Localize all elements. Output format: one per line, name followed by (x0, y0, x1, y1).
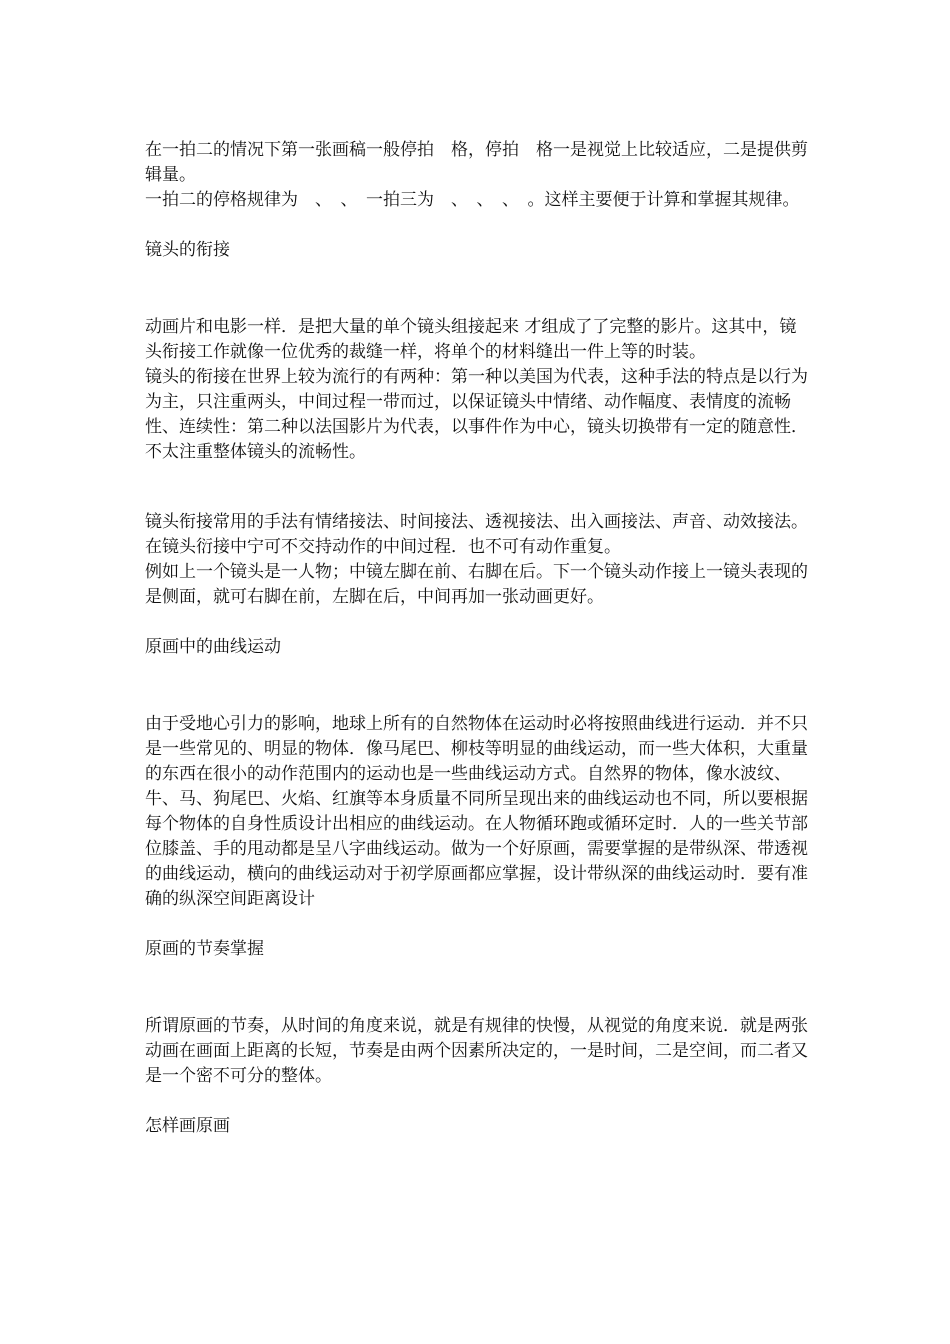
paragraph-rhythm-1: 所谓原画的节奏，从时间的角度来说，就是有规律的快慢，从视觉的角度来说．就是两张动画在画面上距离的长短，节奏是由两个因素所决定的，一是时间，二是空间，而二者又是一个密不可分的整体。 (145, 1016, 808, 1086)
paragraph-curve-motion-1: 由于受地心引力的影响，地球上所有的自然物体在运动时必将按照曲线进行运动．并不只是一些常见的、明显的物体．像马尾巴、柳枝等明显的曲线运动，而一些大体积，大重量的东西在很小的动作范围内的运动也是一些曲线运动方式。自然界的物体，像水波纹、牛、马、狗尾巴、火焰、红旗等本身质量不同所呈现出来的曲线运动也不同，所以要根据每个物体的自身性质设计出相应的曲线运动。在人物循环跑或循环定时．人的一些关节部位膝盖、手的甩动都是呈八字曲线运动。做为一个好原画，需要掌握的是带纵深、带透视的曲线运动，横向的曲线运动对于初学原画都应掌握，设计带纵深的曲线运动时．要有准确的纵深空间距离设计 (145, 714, 808, 909)
spacer (145, 465, 811, 510)
paragraph-shot-transition-1: 动画片和电影一样．是把大量的单个镜头组接起来 才组成了了完整的影片。这其中，镜头衔接工作就像一位优秀的裁缝一样，将单个的材料缝出一件上等的时装。 (145, 317, 797, 362)
spacer (145, 962, 811, 1014)
spacer (145, 610, 811, 635)
spacer (145, 912, 811, 937)
spacer (145, 263, 811, 315)
spacer (145, 660, 811, 712)
section-heading-how-to-draw: 怎样画原画 (145, 1116, 230, 1136)
section-heading-curve-motion: 原画中的曲线运动 (145, 637, 281, 657)
paragraph-shot-transition-4: 例如上一个镜头是一人物；中镜左脚在前、右脚在后。下一个镜头动作接上一镜头表现的是侧面，就可右脚在前，左脚在后，中间再加一张动画更好。 (145, 562, 808, 607)
section-heading-shot-transition: 镜头的衔接 (145, 240, 230, 260)
paragraph-intro-1: 在一拍二的情况下第一张画稿一般停拍 格，停拍 格一是视觉上比较适应，二是提供剪辑量。 (145, 140, 808, 185)
document-body (145, 138, 811, 1139)
paragraph-shot-transition-2: 镜头的衔接在世界上较为流行的有两种：第一种以美国为代表，这种手法的特点是以行为为主，只注重两头，中间过程一带而过，以保证镜头中情绪、动作幅度、表情度的流畅性、连续性：第二种以法国影片为代表，以事件作为中心，镜头切换带有一定的随意性．不太注重整体镜头的流畅性。 (145, 367, 808, 462)
paragraph-intro-2: 一拍二的停格规律为 、 、 一拍三为 、 、 、 。这样主要便于计算和掌握其规律。 (145, 190, 800, 210)
section-heading-rhythm: 原画的节奏掌握 (145, 939, 264, 959)
spacer (145, 213, 811, 238)
paragraph-shot-transition-3: 镜头衔接常用的手法有情绪接法、时间接法、透视接法、出入画接法、声音、动效接法。在镜头衍接中宁可不交持动作的中间过程．也不可有动作重复。 (145, 512, 808, 557)
spacer (145, 1089, 811, 1114)
